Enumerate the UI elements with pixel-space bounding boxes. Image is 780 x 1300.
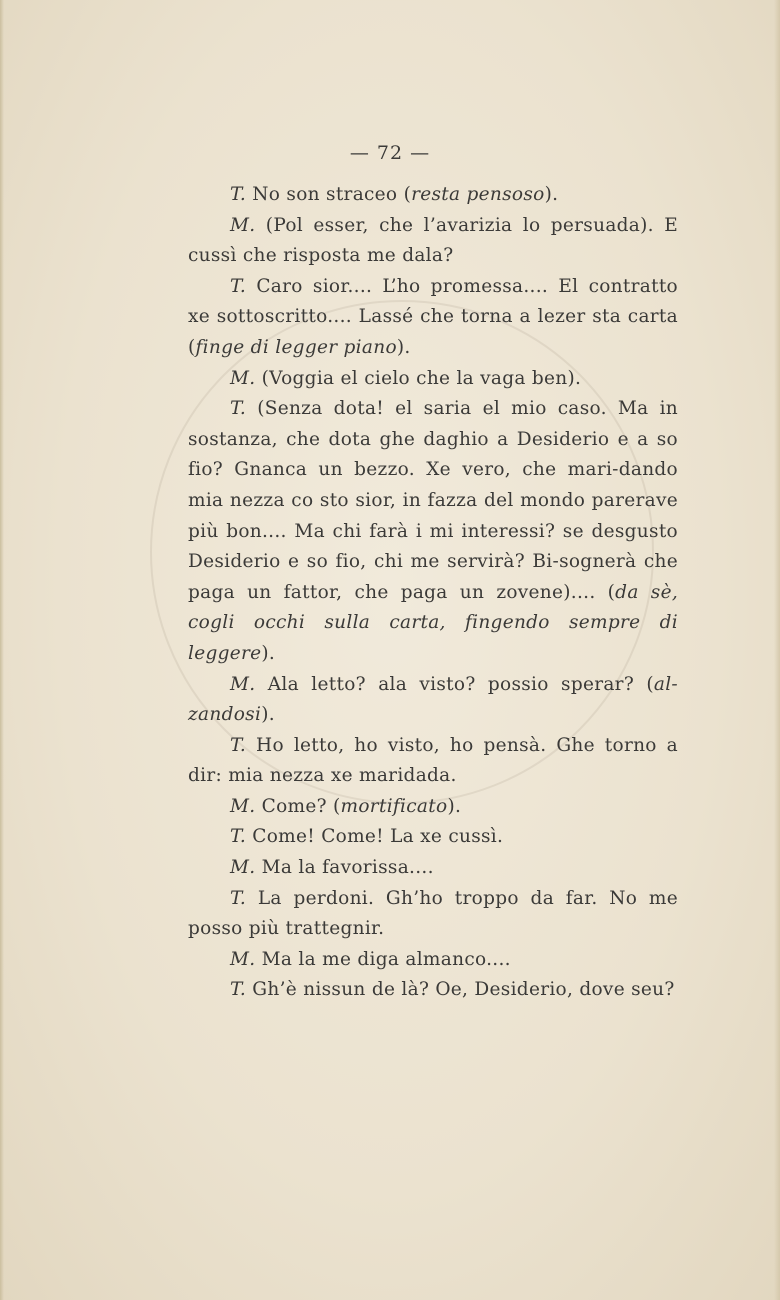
- dialogue-paragraph: [188, 884, 678, 945]
- speaker-label: T.: [230, 887, 247, 909]
- dialogue-text: No son straceo: [246, 184, 404, 205]
- dialogue-text: Ma la me diga almanco....: [255, 948, 511, 970]
- speaker-label: T.: [230, 275, 247, 297]
- dialogue-text: ).: [261, 704, 275, 726]
- dialogue-paragraph: [188, 822, 678, 853]
- dialogue-text: Ala letto? ala visto? possio sperar? (: [255, 673, 654, 695]
- dialogue-paragraph: [188, 670, 678, 731]
- dialogue-text: Gh’è nissun de là? Oe, Desiderio, dove seu?: [246, 979, 675, 1001]
- speaker-label: T.: [230, 734, 247, 756]
- page-left-edge: [0, 0, 4, 1300]
- dialogue-text: La perdoni. Gh’ho troppo da far. No me posso più trattegnir.: [188, 887, 678, 940]
- stage-direction: al-zandosi: [188, 673, 678, 726]
- dialogue-text: (: [403, 184, 412, 205]
- dialogue-paragraph: [188, 731, 678, 792]
- stage-direction: da sè, cogli occhi sulla carta, fingendo sempre di leggere: [188, 581, 678, 664]
- dialogue-paragraph: [188, 180, 678, 211]
- dialogue-text: Come? (: [255, 795, 341, 817]
- speaker-label: T.: [230, 826, 247, 848]
- dialogue-paragraph: [188, 975, 678, 1006]
- speaker-label: M.: [230, 948, 256, 970]
- dialogue-paragraph: [188, 945, 678, 976]
- dialogue-text: ).: [261, 642, 276, 664]
- dialogue-text: (Senza dota! el saria el mio caso. Ma in sostanza, che dota ghe daghio a Desiderio e a so fio? Gnanca un bezzo. Xe vero, che mari-dando mia nezza co sto sior, in fazza del mondo parerave più bon.... Ma chi farà i mi interessi? se desgusto Desiderio e so fio, chi me servirà? Bi-sognerà che paga un fattor, che paga un zovene).... (: [188, 398, 678, 603]
- dialogue-text: ).: [447, 795, 462, 817]
- dialogue-paragraph: [188, 211, 678, 272]
- dialogue-paragraph: [188, 364, 678, 395]
- dialogue-text: (Voggia el cielo che la vaga ben).: [255, 367, 582, 389]
- play-dialogue: [188, 180, 678, 1006]
- dialogue-text: Ma la favorissa....: [255, 857, 434, 879]
- speaker-label: T.: [230, 979, 247, 1001]
- dialogue-text: ).: [396, 336, 411, 358]
- speaker-label: T.: [230, 184, 247, 205]
- dialogue-paragraph: [188, 792, 678, 823]
- stage-direction: mortificato: [340, 795, 448, 817]
- speaker-label: M.: [230, 367, 256, 389]
- dialogue-text: ).: [544, 184, 559, 205]
- speaker-label: M.: [230, 214, 256, 236]
- speaker-label: M.: [230, 857, 256, 879]
- page-right-edge: [774, 0, 780, 1300]
- speaker-label: T.: [230, 398, 247, 420]
- speaker-label: M.: [230, 673, 256, 695]
- dialogue-paragraph: [188, 394, 678, 669]
- stage-direction: finge di legger piano: [195, 336, 397, 358]
- dialogue-paragraph: [188, 853, 678, 884]
- dialogue-text: (Pol esser, che l’avarizia lo persuada). E cussì che risposta me dala?: [188, 214, 678, 267]
- dialogue-paragraph: [188, 272, 678, 364]
- dialogue-text: Caro sior.... L’ho promessa.... El contratto xe sottoscritto.... Lassé che torna a lezer sta carta (: [188, 275, 678, 358]
- page-number: — 72 —: [349, 142, 431, 164]
- speaker-label: M.: [230, 795, 256, 817]
- dialogue-text: Come! Come! La xe cussì.: [246, 826, 504, 848]
- stage-direction: resta pensoso: [411, 184, 545, 205]
- dialogue-text: Ho letto, ho visto, ho pensà. Ghe torno a dir: mia nezza xe maridada.: [188, 734, 678, 787]
